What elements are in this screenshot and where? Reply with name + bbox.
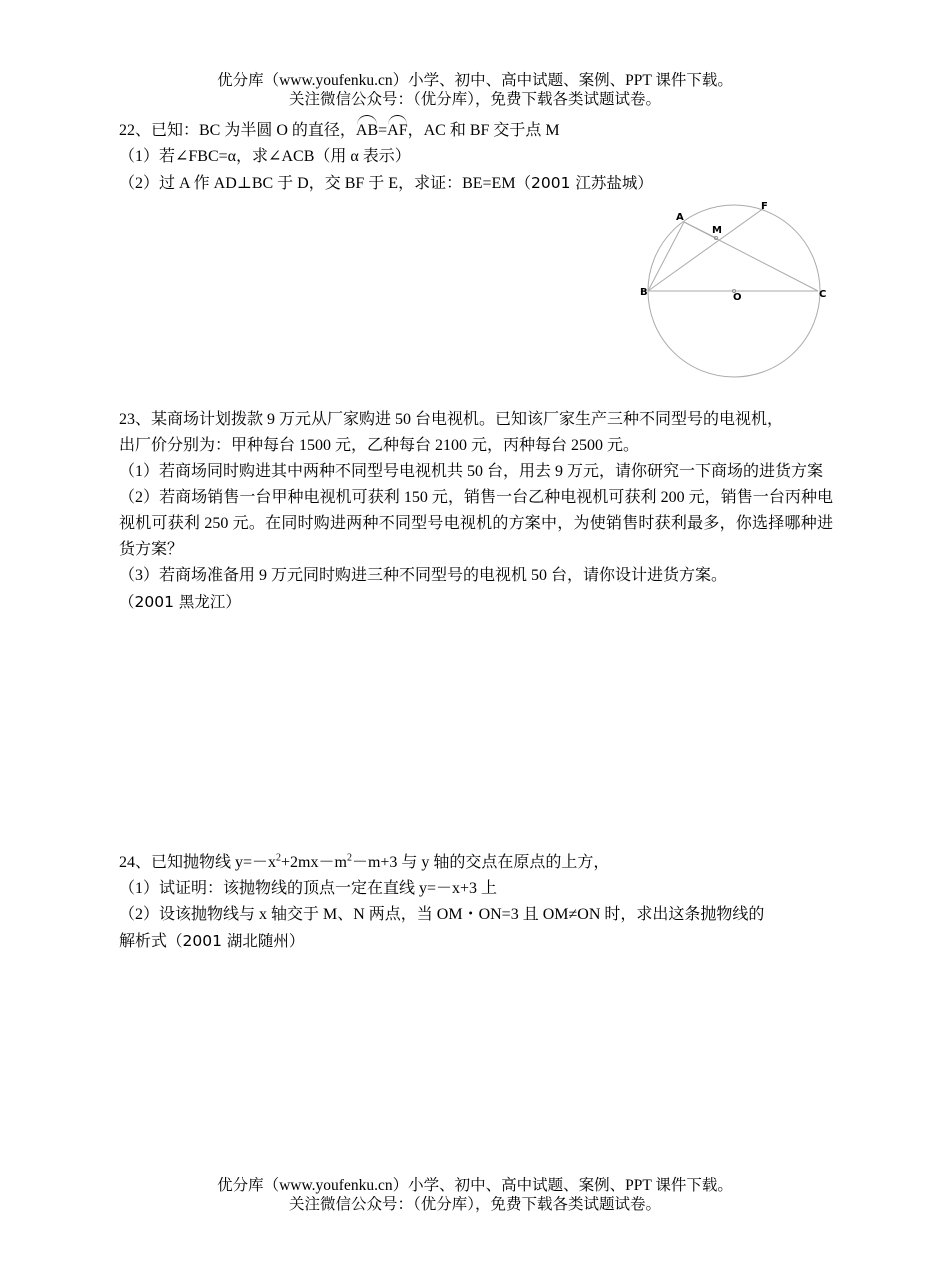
question-23 [119,407,833,616]
q23-source-line [119,589,833,616]
page-header [0,71,950,109]
q22-equals: = [378,122,388,139]
q24-source: （2001 湖北随州） [167,932,305,950]
footer-line-1: 优分库（www.youfenku.cn）小学、初中、高中试题、案例、PPT 课件下载。 [217,1177,733,1194]
q24-exponent-1: 2 [276,852,282,864]
q24-stem-c: －m+3 与 y 轴的交点在原点的上方， [351,854,610,871]
header-line-2: 关注微信公众号：（优分库），免费下载各类试题试卷。 [288,91,661,108]
q22-stem-suffix: ，AC 和 BF 交于点 M [407,122,560,139]
q24-part-2-line-1: （2）设该抛物线与 x 轴交于 M、N 两点，当 OM・ON=3 且 OM≠ON 时，求出这条抛物线的 [119,906,765,923]
q24-part-2-line-2-text: 解析式 [119,933,168,950]
label-b: B [640,287,648,298]
label-c: C [819,289,827,300]
q23-part-3: （3）若商场准备用 9 万元同时购进三种不同型号的电视机 50 台，请你设计进货方案。 [119,567,728,584]
q22-part-2 [119,170,833,197]
label-f: F [761,201,768,212]
q23-line-2: 出厂价分别为：甲种每台 1500 元，乙种每台 2100 元，丙种每台 2500 元。 [119,437,640,454]
segment-ab [648,222,684,291]
question-24 [119,850,833,955]
page-footer [0,1176,950,1214]
q23-source: （2001 黑龙江） [119,593,241,611]
arc-ab: AB [356,118,378,144]
q22-part-1: （1）若∠FBC=α，求∠ACB（用 α 表示） [119,148,411,165]
label-m: M [712,225,722,236]
q24-part-1: （1）试证明：该抛物线的顶点一定在直线 y=－x+3 上 [119,880,498,897]
q22-part-2-text: （2）过 A 作 AD⊥BC 于 D，交 BF 于 E，求证：BE=EM [119,175,516,192]
q22-stem-prefix: 22、已知：BC 为半圆 O 的直径， [119,122,356,139]
question-22 [119,118,833,197]
q23-part-1: （1）若商场同时购进其中两种不同型号电视机共 50 台，用去 9 万元，请你研究一下商场的进货方案 [119,463,824,480]
q23-part-2: （2）若商场销售一台甲种电视机可获利 150 元，销售一台乙种电视机可获利 200 元，销售一台丙种电视机可获利 250 元。在同时购进两种不同型号电视机的方案中，为使销售时获利最多，你选择哪种进货方案？ [119,489,833,558]
label-a: A [676,212,684,223]
arc-af: AF [387,118,407,144]
header-line-1: 优分库（www.youfenku.cn）小学、初中、高中试题、案例、PPT 课件下载。 [217,72,733,89]
segment-bf [648,208,764,291]
q22-source: （2001 江苏盐城） [515,174,653,192]
q24-part-2-line-2 [119,928,833,955]
q24-stem [119,850,833,876]
q24-stem-b: +2mx－m [281,854,347,871]
label-o: O [733,292,742,303]
q22-stem [119,118,833,144]
footer-line-2: 关注微信公众号：（优分库），免费下载各类试题试卷。 [288,1196,661,1213]
q24-stem-a: 24、已知抛物线 y=－x [119,854,277,871]
q24-exponent-2: 2 [346,852,352,864]
q23-line-1: 23、某商场计划拨款 9 万元从厂家购进 50 台电视机。已知该厂家生产三种不同型号的电视机， [119,411,784,428]
geometry-figure [636,198,842,380]
